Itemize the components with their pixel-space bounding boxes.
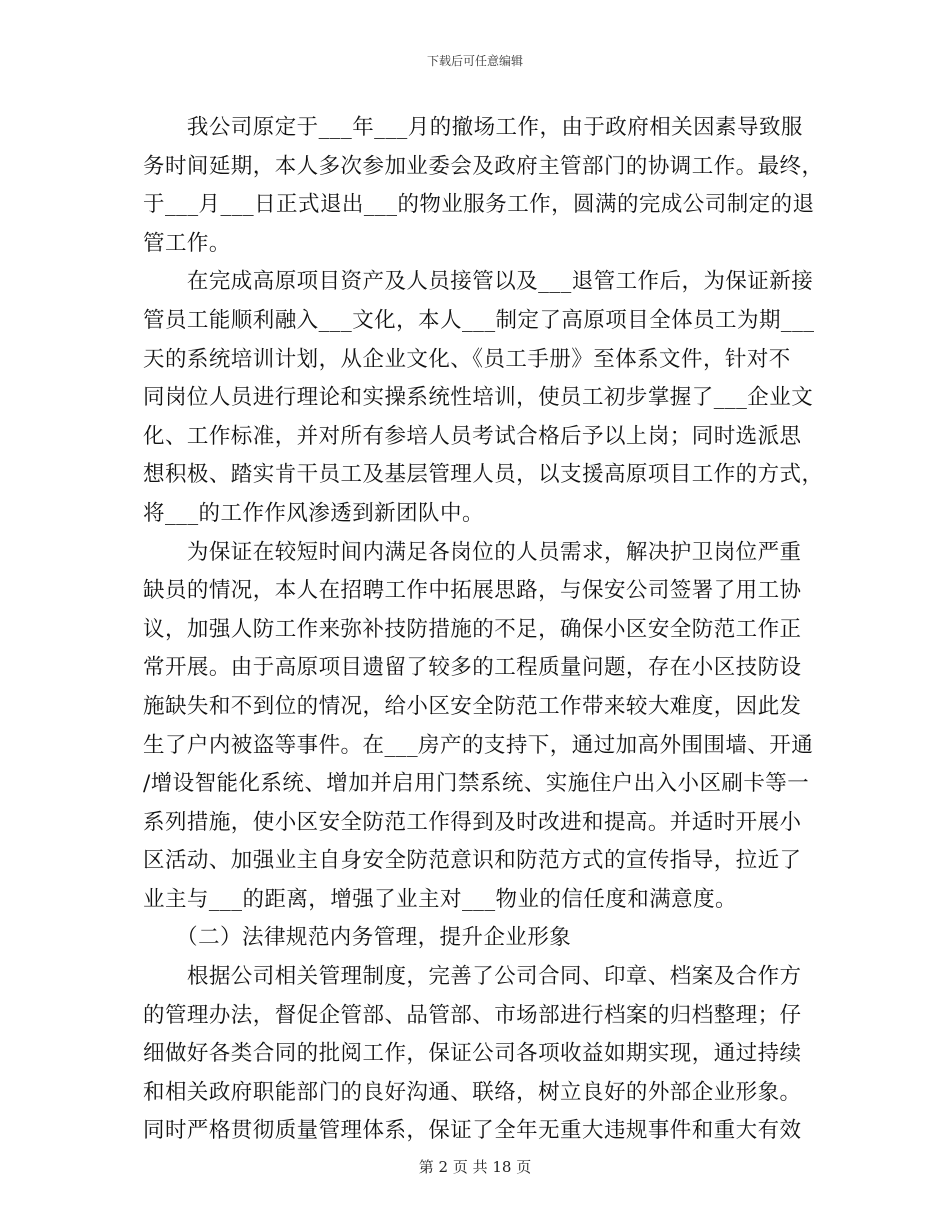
text-line: 缺员的情况，本人在招聘工作中拓展思路，与保安公司签署了用工协 bbox=[143, 578, 802, 604]
text-line: 常开展。由于高原项目遗留了较多的工程质量问题，存在小区技防设 bbox=[143, 655, 802, 681]
text-line: 想积极、踏实肯干员工及基层管理人员，以支援高原项目工作的方式， bbox=[143, 462, 824, 488]
text-line: 细做好各类合同的批阅工作，保证公司各项收益如期实现，通过持续 bbox=[143, 1041, 802, 1067]
text-line: 业主与___的距离，增强了业主对___物业的信任度和满意度。 bbox=[143, 886, 738, 912]
text-line: 同时严格贯彻质量管理体系，保证了全年无重大违规事件和重大有效 bbox=[143, 1118, 802, 1144]
text-line: 将___的工作作风渗透到新团队中。 bbox=[143, 500, 484, 526]
text-line: 议，加强人防工作来弥补技防措施的不足，确保小区安全防范工作正 bbox=[143, 616, 802, 642]
text-line: 生了户内被盗等事件。在___房产的支持下，通过加高外围围墙、开通 bbox=[143, 732, 814, 758]
document-body bbox=[143, 109, 824, 1151]
text-line: 管员工能顺利融入___文化，本人___制定了高原项目全体员工为期___ bbox=[143, 307, 815, 333]
page-footer: 第 2 页 共 18 页 bbox=[418, 1158, 532, 1176]
text-line: 的管理办法，督促企管部、品管部、市场部进行档案的归档整理；仔 bbox=[143, 1002, 802, 1028]
page-header: 下载后可任意编辑 bbox=[426, 54, 523, 68]
text-line: 区活动、加强业主自身安全防范意识和防范方式的宣传指导，拉近了 bbox=[143, 848, 802, 874]
text-line: 为保证在较短时间内满足各岗位的人员需求，解决护卫岗位严重 bbox=[143, 539, 802, 565]
text-line: 我公司原定于___年___月的撤场工作，由于政府相关因素导致服 bbox=[143, 115, 803, 140]
text-line: 系列措施，使小区安全防范工作得到及时改进和提高。并适时开展小 bbox=[143, 809, 802, 835]
text-line: /增设智能化系统、增加并启用门禁系统、实施住户出入小区刷卡等一 bbox=[143, 771, 810, 797]
text-line: 和相关政府职能部门的良好沟通、联络，树立良好的外部企业形象。 bbox=[143, 1079, 802, 1105]
text-line: 同岗位人员进行理论和实操系统性培训，使员工初步掌握了___企业文 bbox=[143, 385, 814, 411]
text-line: 化、工作标准，并对所有参培人员考试合格后予以上岗；同时选派思 bbox=[143, 423, 802, 449]
text-line: 天的系统培训计划，从企业文化、《员工手册》至体系文件，针对不 bbox=[143, 346, 791, 372]
text-line: 施缺失和不到位的情况，给小区安全防范工作带来较大难度，因此发 bbox=[143, 693, 802, 719]
text-line: 根据公司相关管理制度，完善了公司合同、印章、档案及合作方 bbox=[143, 964, 802, 990]
section-heading: （二）法律规范内务管理，提升企业形象 bbox=[143, 925, 572, 951]
text-line: 于___月___日正式退出___的物业服务工作，圆满的完成公司制定的退 bbox=[143, 192, 815, 218]
text-line: 务时间延期，本人多次参加业委会及政府主管部门的协调工作。最终， bbox=[143, 153, 824, 179]
text-line: 在完成高原项目资产及人员接管以及___退管工作后，为保证新接 bbox=[143, 269, 814, 295]
text-line: 管工作。 bbox=[143, 230, 231, 256]
